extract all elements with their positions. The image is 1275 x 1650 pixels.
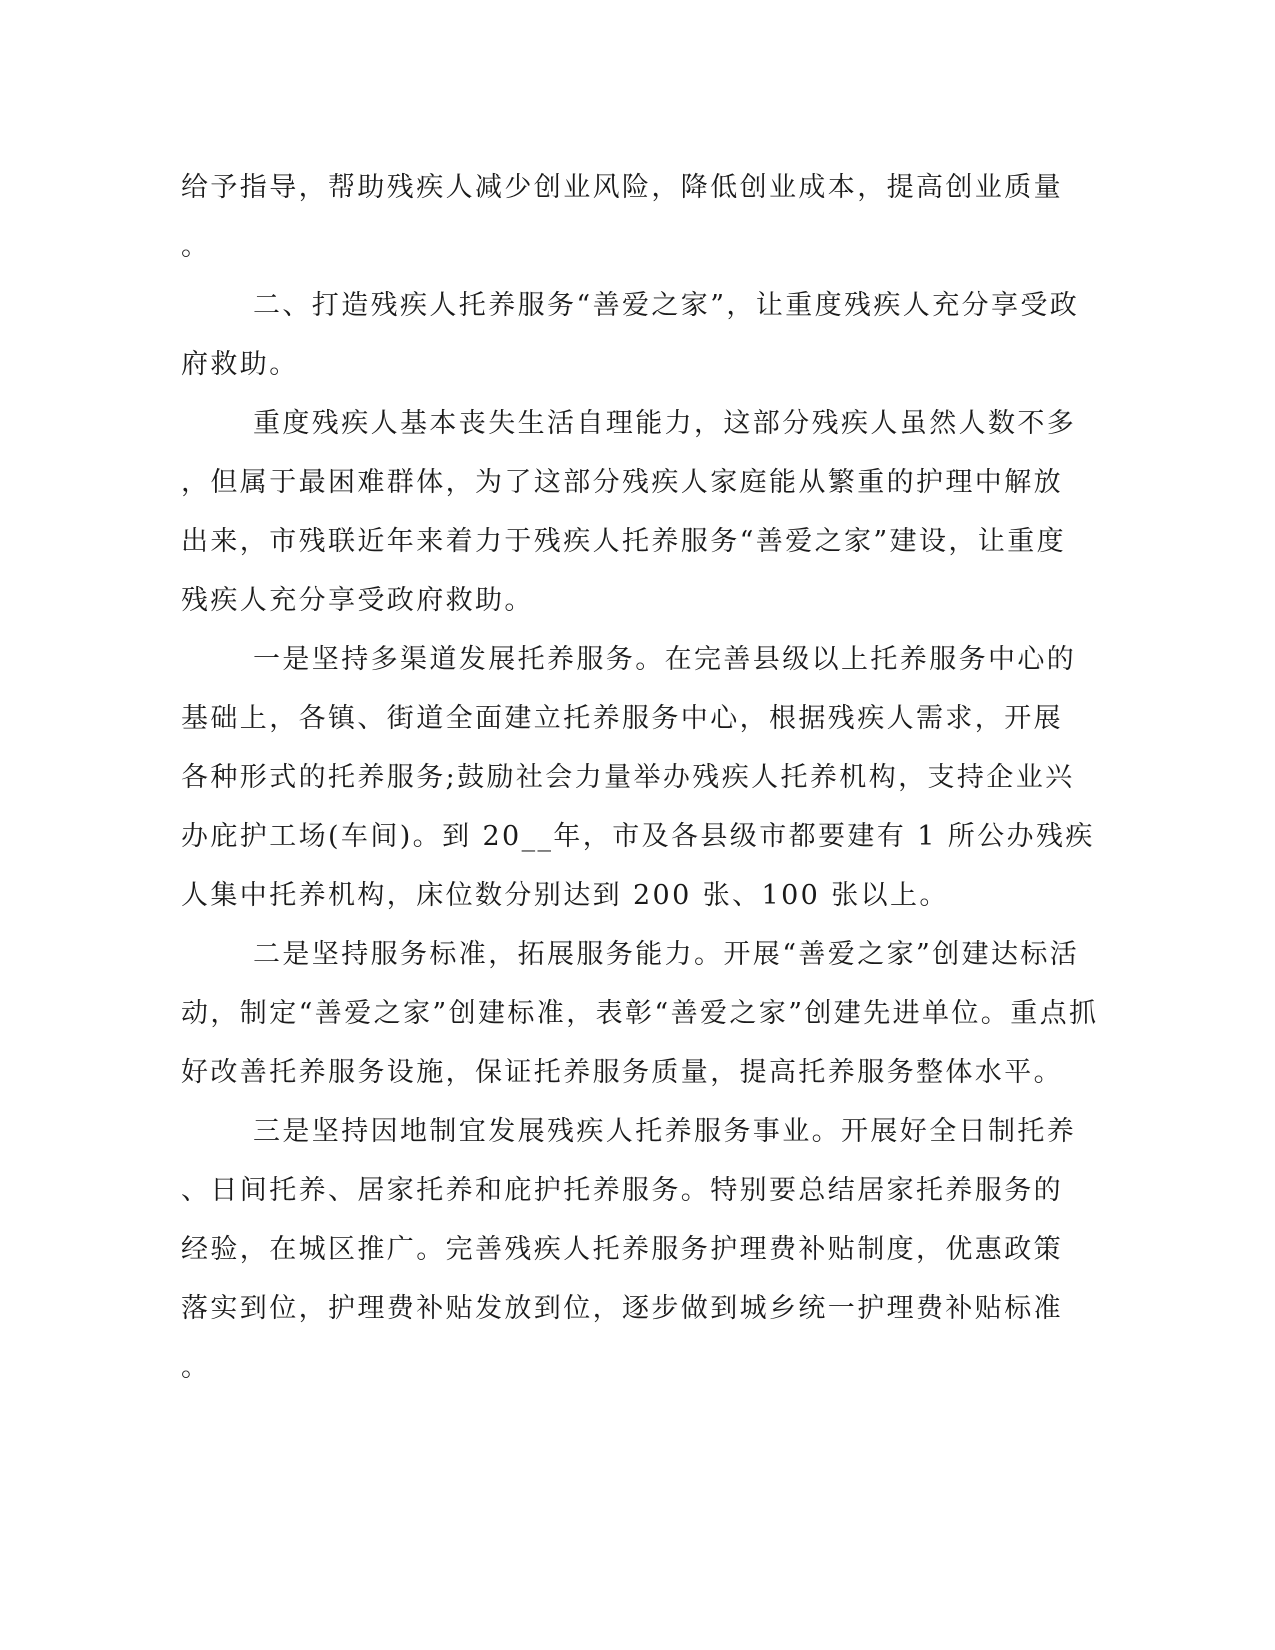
text-line-6: ，但属于最困难群体，为了这部分残疾人家庭能从繁重的护理中解放 [181, 467, 1063, 498]
text-line-10: 基础上，各镇、街道全面建立托养服务中心，根据残疾人需求，开展 [181, 703, 1063, 734]
text-line-17: 三是坚持因地制宜发展残疾人托养服务事业。开展好全日制托养 [253, 1116, 1077, 1147]
text-line-20: 落实到位，护理费补贴发放到位，逐步做到城乡统一护理费补贴标准 [181, 1293, 1063, 1324]
text-line-1: 给予指导，帮助残疾人减少创业风险，降低创业成本，提高创业质量 [181, 172, 1063, 203]
text-line-14: 二是坚持服务标准，拓展服务能力。开展“善爱之家”创建达标活 [253, 939, 1080, 970]
text-line-9: 一是坚持多渠道发展托养服务。在完善县级以上托养服务中心的 [253, 644, 1077, 675]
text-line-4: 府救助。 [181, 349, 299, 380]
text-line-12: 办庇护工场(车间)。到 20__年，市及各县级市都要建有 1 所公办残疾 [181, 821, 1095, 852]
text-line-3: 二、打造残疾人托养服务“善爱之家”，让重度残疾人充分享受政 [253, 290, 1080, 321]
text-line-8: 残疾人充分享受政府救助。 [181, 585, 534, 616]
text-line-21: 。 [181, 1352, 211, 1383]
text-line-11: 各种形式的托养服务;鼓励社会力量举办残疾人托养机构，支持企业兴 [181, 762, 1075, 793]
text-line-13: 人集中托养机构，床位数分别达到 200 张、100 张以上。 [181, 880, 949, 911]
text-line-19: 经验，在城区推广。完善残疾人托养服务护理费补贴制度，优惠政策 [181, 1234, 1063, 1265]
text-line-15: 动，制定“善爱之家”创建标准，表彰“善爱之家”创建先进单位。重点抓 [181, 998, 1099, 1029]
document-body [181, 158, 1099, 1397]
text-line-18: 、日间托养、居家托养和庇护托养服务。特别要总结居家托养服务的 [181, 1175, 1063, 1206]
text-line-5: 重度残疾人基本丧失生活自理能力，这部分残疾人虽然人数不多 [253, 408, 1077, 439]
text-line-16: 好改善托养服务设施，保证托养服务质量，提高托养服务整体水平。 [181, 1057, 1063, 1088]
text-line-7: 出来，市残联近年来着力于残疾人托养服务“善爱之家”建设，让重度 [181, 526, 1067, 557]
text-line-2: 。 [181, 231, 211, 262]
